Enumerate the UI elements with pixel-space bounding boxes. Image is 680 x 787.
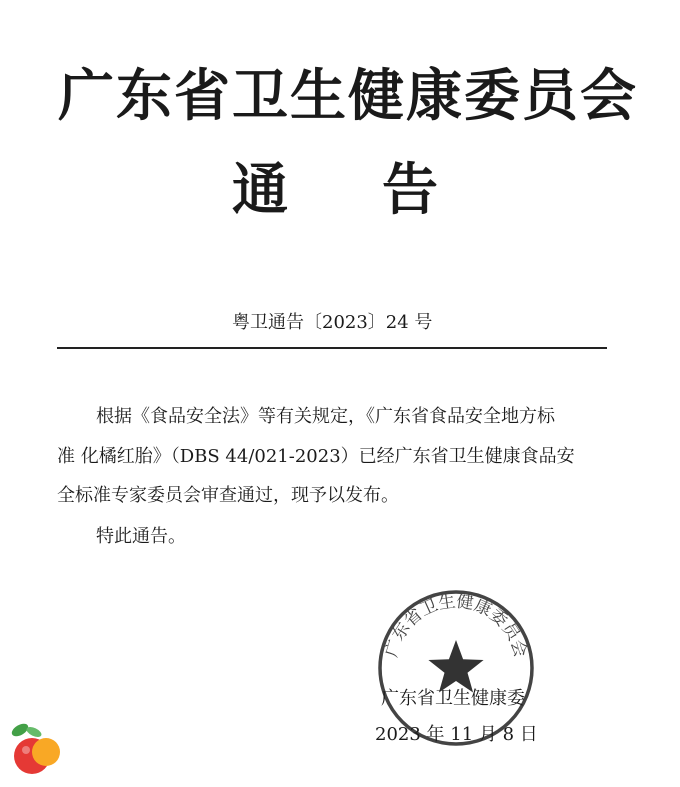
document-title: 广东省卫生健康委员会 xyxy=(58,63,638,129)
header-divider xyxy=(57,347,607,349)
body-line-2: 准 化橘红胎》（DBS 44/021-2023）已经广东省卫生健康食品安 xyxy=(57,446,575,467)
body-line-1: 根据《食品安全法》等有关规定，《广东省食品安全地方标 xyxy=(96,406,555,427)
document-subtitle: 通告 xyxy=(232,157,532,223)
seal-text: 广东省卫生健康委员会 xyxy=(381,591,531,660)
body-line-3: 全标准专家委员会审查通过，现予以发布。 xyxy=(57,485,399,506)
issue-date: 2023 年 11 月 8 日 xyxy=(375,724,538,745)
closing-line: 特此通告。 xyxy=(96,526,186,547)
document-number: 粤卫通告〔2023〕24 号 xyxy=(232,312,433,333)
signer-name: 广东省卫生健康委 xyxy=(381,688,525,709)
fruit-logo-icon xyxy=(4,716,68,780)
